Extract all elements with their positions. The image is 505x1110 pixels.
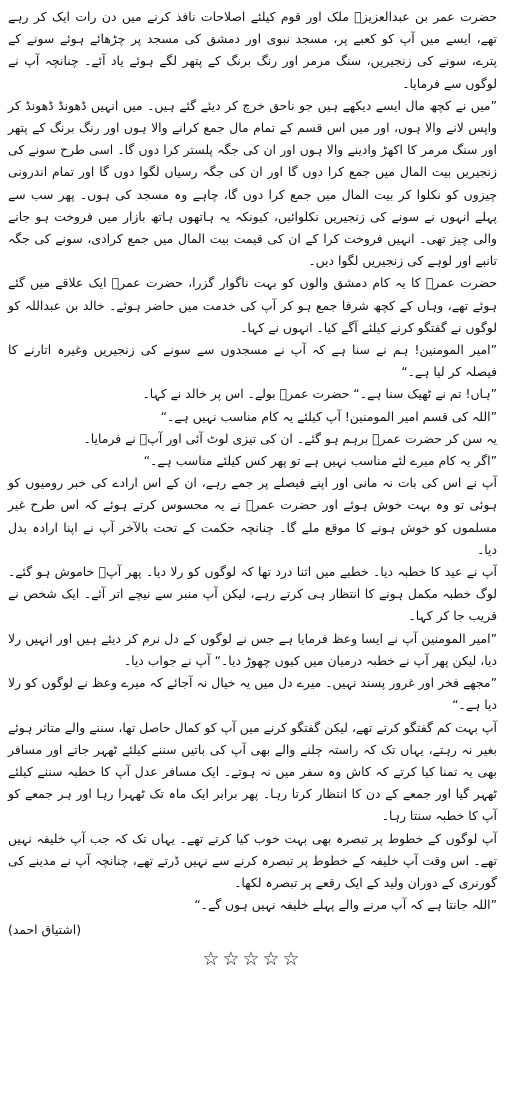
paragraph-9: آپ نے اس کی بات نہ مانی اور اپنے فیصلے پر جمے رہے، ان کے اس ارادے کی خبر رومیوں کو ہوئی تو وہ بہت خوش ہوئے اور حضرت عمرؒ نے یہ محسوس کرتے ہوئے کہ اس طرح غیر مسلموں کو خوش ہونے کا موقع ملے گا۔ چنانچہ حکمت کے تحت بالآخر آپ نے اپنا ارادہ بدل دیا۔ xyxy=(8,475,497,557)
quote-paragraph-8: ”اگر یہ کام میرے لئے مناسب نہیں ہے تو پھر کس کیلئے مناسب ہے۔“ xyxy=(143,453,497,469)
quote-paragraph-11: ”امیر المومنین آپ نے ایسا وعظ فرمایا ہے جس نے لوگوں کے دل نرم کر دیئے ہیں اور انہیں رلا دیا، لیکن پھر آپ نے خطبہ درمیان میں کیوں چھوڑ دیا۔“ آپ نے جواب دیا۔ xyxy=(8,630,497,668)
star-ornament: ☆☆☆☆☆ xyxy=(202,948,303,971)
paragraph-10: آپ نے عید کا خطبہ دیا۔ خطبے میں اتنا درد تھا کہ لوگوں کو رلا دیا۔ پھر آپؒ خاموش ہو گئے۔ لوگ خطبہ مکمل ہونے کا انتظار ہی کرتے رہے، لیکن آپ منبر سے نیچے اتر آئے۔ ایک شخص نے قریب جا کر کہا۔ xyxy=(8,564,497,624)
paragraph-13: آپ بہت کم گفتگو کرتے تھے، لیکن گفتگو کرنے میں آپ کو کمال حاصل تھا، سننے والے متاثر ہوئے بغیر نہ رہتے، یہاں تک کہ راستہ چلنے والے بھی آپ کی باتیں سننے کیلئے ٹھہر جاتے اور مسافر بھی یہ تمنا کیا کرتے کہ کاش وہ سفر میں نہ ہوتے۔ ایک مسافر عدل آپ کا خطبہ سننے کیلئے ٹھہر گیا اور جمعے کے دن کا انتظار کرتا رہا۔ پھر برابر ایک ماہ تک ٹھہرا رہا اور ہر جمعے کو آپ کا خطبہ سنتا رہا۔ xyxy=(8,719,497,824)
quote-paragraph-6: ”اللہ کی قسم امیر المومنین! آپ کیلئے یہ کام مناسب نہیں ہے۔“ xyxy=(160,408,497,424)
quote-paragraph-15: ”اللہ جانتا ہے کہ آپ مرنے والے پہلے خلیفہ نہیں ہوں گے۔“ xyxy=(194,897,497,913)
quote-paragraph-4: ”امیر المومنین! ہم نے سنا ہے کہ آپ نے مسجدوں سے سونے کی زنجیریں وغیرہ اتارنے کا فیصلہ کر لیا ہے۔“ xyxy=(8,342,497,380)
quote-paragraph-12: ”مجھے فخر اور غرور پسند نہیں۔ میرے دل میں یہ خیال نہ آجائے کہ میرے وعظ نے لوگوں کو رلا دیا ہے۔“ xyxy=(8,675,497,713)
paragraph-7: یہ سن کر حضرت عمرؒ برہم ہو گئے۔ ان کی تیزی لوٹ آئی اور آپؒ نے فرمایا۔ xyxy=(83,430,497,446)
quote-paragraph-2: ”میں نے کچھ مال ایسے دیکھے ہیں جو ناحق خرچ کر دیئے گئے ہیں۔ میں انہیں ڈھونڈ ڈھونڈ کر واپس لانے والا ہوں، اور میں اس قسم کے تمام مال جمع کرانے والا ہوں اور رنگ برنگ کے پتھر اور سنگ مرمر کا اکھڑ وادینے والا ہوں اور ان کی جگہ پلستر کرا دوں گا۔ اسی طرح سونے کی زنجیریں بیت المال میں جمع کرا دوں گا اور ان کی جگہ رسیاں لگوا دوں گا اور تمام اندرونی چیزوں کو نکلوا کر بیت المال میں جمع کرا دوں گا، چاہے وہ مسجد کی ہوں۔ پھر سب سے پہلے انہوں نے سونے کی زنجیریں نکلوائیں، کیونکہ یہ ہاتھوں ہاتھ بازار میں فروخت ہو جانے والی چیز تھی۔ انہیں فروخت کرا کے ان کی قیمت بیت المال میں جمع کرادی، سونے کی جگہ تانبے اور لوہے کی زنجیریں لگوا دیں۔ xyxy=(8,97,497,269)
paragraph-3: حضرت عمرؒ کا یہ کام دمشق والوں کو بہت ناگوار گزرا، حضرت عمرؒ ایک علاقے میں گئے ہوئے تھے، وہاں کے کچھ شرفا جمع ہو کر آپ کی خدمت میں حاضر ہوئے۔ خالد بن عبداللہ کو لوگوں نے گفتگو کرنے کیلئے آگے کیا۔ انہوں نے کہا۔ xyxy=(8,275,497,335)
paragraph-5: ”ہاں! تم نے ٹھیک سنا ہے۔“ حضرت عمرؒ بولے۔ اس پر خالد نے کہا۔ xyxy=(142,386,497,402)
paragraph-1: حضرت عمر بن عبدالعزیزؒ ملک اور قوم کیلئے اصلاحات نافذ کرنے میں دن رات ایک کر رہے تھے، ایسے میں آپ کو کعبے پر، مسجد نبوی اور دمشق کی مسجد پر چڑھائے ہوئے سونے کے پترے، سونے کی زنجیریں، سنگ مرمر اور رنگ برنگ کے پتھر لگے ہوئے یاد آئے۔ چنانچہ آپ نے لوگوں سے فرمایا۔ xyxy=(8,9,497,91)
author-signature: (اشتیاق احمد) xyxy=(8,922,82,938)
paragraph-14: آپ لوگوں کے خطوط پر تبصرہ بھی بہت خوب کیا کرتے تھے۔ یہاں تک کہ جب آپ خلیفہ نہیں تھے۔ اس وقت آپ خلیفہ کے خطوط پر تبصرہ کرنے سے نہیں ڈرتے تھے، چنانچہ آپ نے مدینے کی گورنری کے دوران ولید کے ایک رقعے پر تبصرہ لکھا۔ xyxy=(8,830,497,890)
